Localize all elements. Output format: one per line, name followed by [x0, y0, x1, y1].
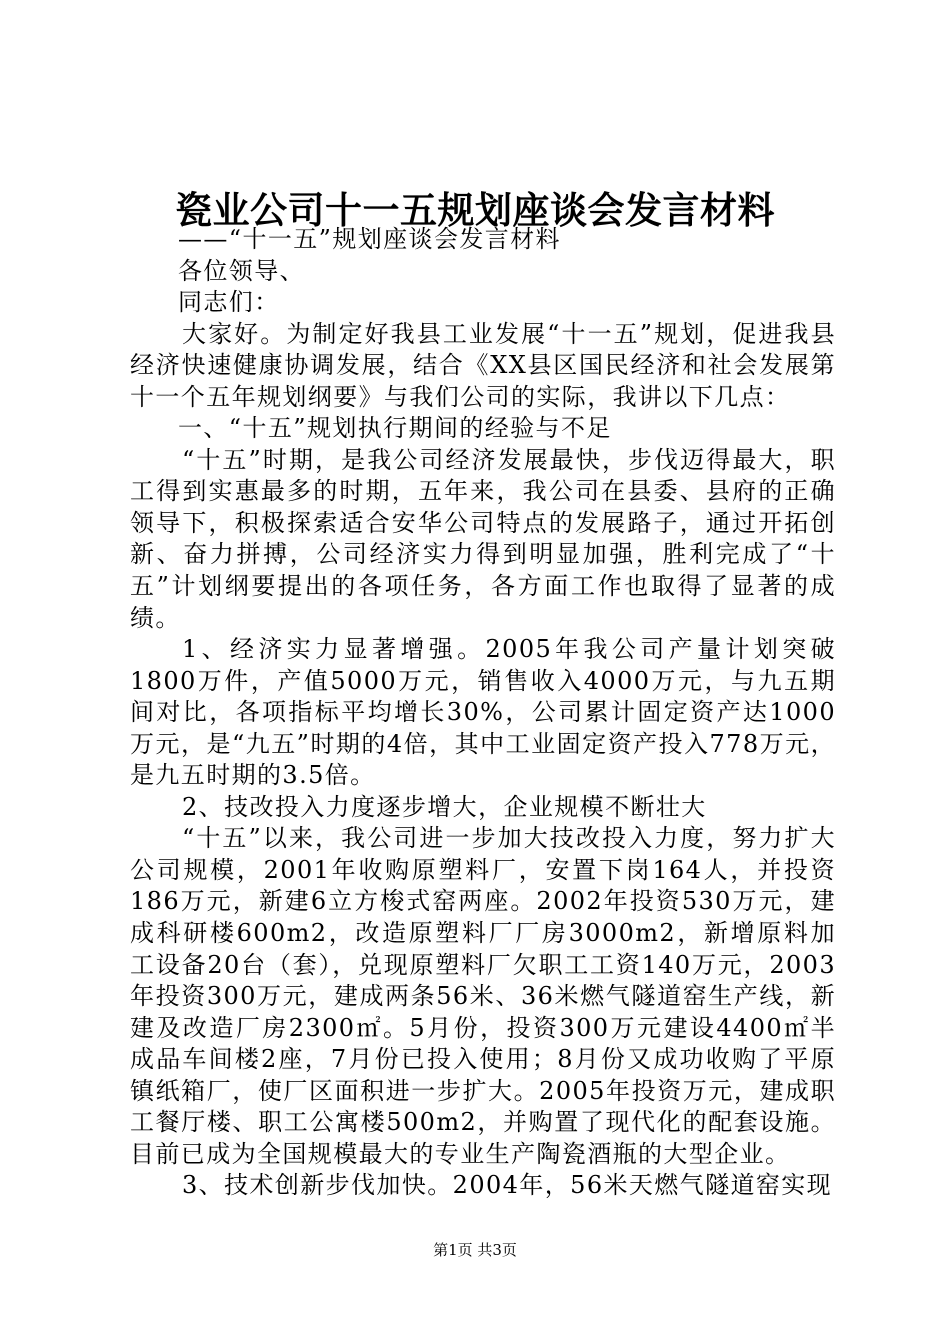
salutation-comrades: 同志们：: [178, 288, 280, 317]
salutation-leaders: 各位领导、: [178, 256, 305, 285]
section-heading-1: 一、“十五”规划执行期间的经验与不足: [178, 414, 612, 443]
page-footer: 第1页 共3页: [433, 1241, 517, 1259]
paragraph-point-1: 1、经济实力显著增强。2005年我公司产量计划突破1800万件，产值5000万元，销售收入4000万元，与九五期间对比，各项指标平均增长30%，公司累计固定资产达1000万元，是“九五”时期的4倍，其中工业固定资产投入778万元，是九五时期的3.5倍。: [130, 635, 836, 790]
paragraph-point-2-body: “十五”以来，我公司进一步加大技改投入力度，努力扩大公司规模，2001年收购原塑料厂，安置下岗164人，并投资186万元，新建6立方梭式窑两座。2002年投资530万元，建成科研楼600m2，改造原塑料厂厂房3000m2，新增原料加工设备20台（套），兑现原塑料厂欠职工工资140万元，2003年投资300万元，建成两条56米、36米燃气隧道窑生产线，新建及改造厂房2300㎡。5月份，投资300万元建设4400㎡半成品车间楼2座，7月份已投入使用；8月份又成功收购了平原镇纸箱厂，使厂区面积进一步扩大。2005年投资万元，建成职工餐厅楼、职工公寓楼500m2，并购置了现代化的配套设施。目前已成为全国规模最大的专业生产陶瓷酒瓶的大型企业。: [130, 824, 836, 1168]
paragraph-review: “十五”时期，是我公司经济发展最快，步伐迈得最大，职工得到实惠最多的时期，五年来，我公司在县委、县府的正确领导下，积极探索适合安华公司特点的发展路子，通过开拓创新、奋力拼搏，公司经济实力得到明显加强，胜利完成了“十五”计划纲要提出的各项任务，各方面工作也取得了显著的成绩。: [130, 445, 836, 632]
document-body: [130, 224, 836, 1202]
subtitle-line: ——“十一五”规划座谈会发言材料: [178, 225, 561, 253]
paragraph-intro: 大家好。为制定好我县工业发展“十一五”规划，促进我县经济快速健康协调发展，结合《XX县区国民经济和社会发展第十一个五年规划纲要》与我们公司的实际，我讲以下几点：: [130, 319, 836, 411]
document-title: 瓷业公司十一五规划座谈会发言材料: [175, 188, 775, 232]
paragraph-point-3: 3、技术创新步伐加快。2004年，56米天燃气隧道窑实现: [182, 1171, 833, 1200]
paragraph-point-2-heading: 2、技改投入力度逐步增大，企业规模不断壮大: [182, 792, 707, 821]
